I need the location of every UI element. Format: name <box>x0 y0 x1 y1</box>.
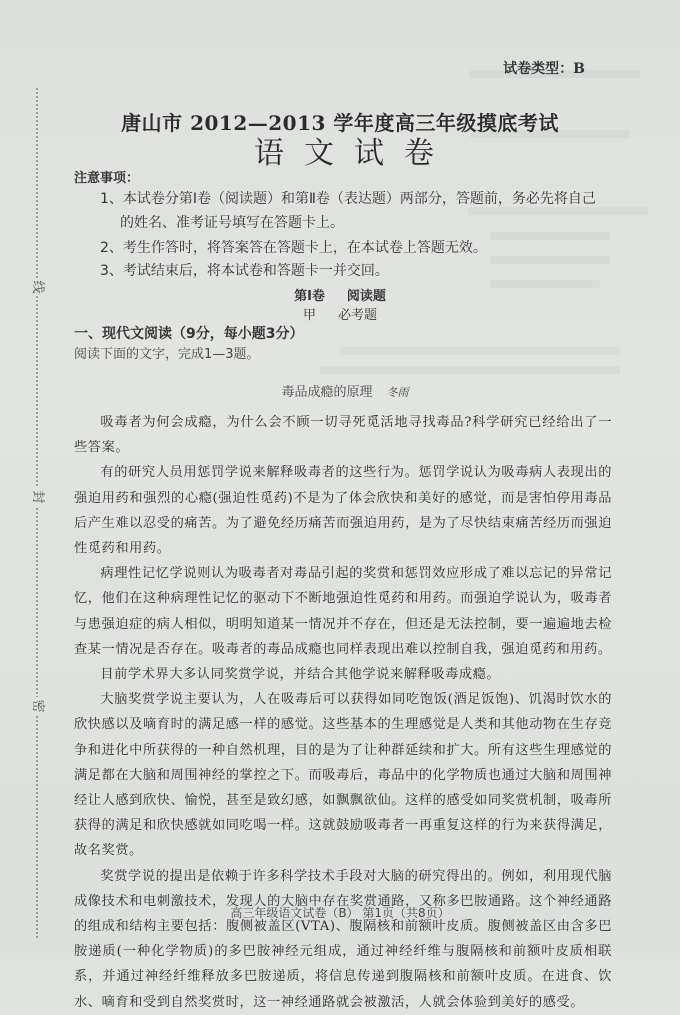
question-instruction: 阅读下面的文字，完成1—3题。 <box>74 347 260 362</box>
question-heading: 一、现代文阅读（9分，每小题3分） <box>74 326 304 342</box>
article-paragraph: 目前学术界大多认同奖赏学说，并结合其他学说来解释吸毒成瘾。 <box>100 667 501 683</box>
bleed-through <box>340 347 620 355</box>
article-title <box>0 381 680 400</box>
article-paragraph: 病理性记忆学说则认为吸毒者对毒品引起的奖赏和惩罚效应形成了难以忘记的异常记忆，他们在这种病理性记忆的驱动下不断地强迫性觅药和用药。而强迫学说认为，吸毒者与患强迫症的病人相似，明明知道某一情况并不存在，但还是无法控制，要一遍遍地去检查某一情况是否存在。吸毒者的毒品成瘾也同样表现出难以控制自我，强迫觅药和用药。 <box>74 566 612 657</box>
article-paragraph: 有的研究人员用惩罚学说来解释吸毒者的这些行为。惩罚学说认为吸毒病人表现出的强迫用药和强烈的心瘾(强迫性觅药)不是为了体会欣快和美好的感觉，而是害怕停用毒品后产生难以忍受的痛苦。为了避免经历痛苦而强迫用药，是为了尽快结束痛苦经历而强迫性觅药和用药。 <box>74 465 612 557</box>
page-footer: 高三年级语文试卷（B） 第1页（共8页） <box>230 906 450 920</box>
article-paragraph: 吸毒者为何会成瘾，为什么会不顾一切寻死觅活地寻找毒品?科学研究已经给出了一些答案。 <box>74 415 612 456</box>
binding-char-secret: 密 <box>28 697 46 715</box>
article-author: 冬雨 <box>386 386 409 399</box>
volume-number: 第Ⅰ卷 <box>294 289 325 304</box>
note-item-2 <box>100 236 620 260</box>
note-text: 2、考生作答时，将答案答在答题卡上，在本试卷上答题无效。 <box>100 240 487 256</box>
volume-name: 阅读题 <box>346 289 386 304</box>
article-body <box>74 410 612 1015</box>
note-text: 3、考试结束后，将本试卷和答题卡一并交回。 <box>100 263 389 279</box>
article-title-text: 毒品成瘾的原理 <box>281 385 373 400</box>
exam-title: 唐山市 2012—2013 学年度高三年级摸底考试 <box>121 111 559 135</box>
article-paragraph: 奖赏学说的提出是依赖于许多科学技术手段对大脑的研究得出的。例如，利用现代脑成像技术和电刺激技术，发现人的大脑中存在奖赏通路，又称多巴胺通路。这个神经通路的组成和结构主要包括：腹侧被盖区(VTA)、腹隔核和前额叶皮质。腹侧被盖区由含多巴胺递质(一种化学物质)的多巴胺神经元组成，通过神经纤维与腹隔核和前额叶皮质相联系，并通过神经纤维释放多巴胺递质，将信息传递到腹隔核和前额叶皮质。在进食、饮水、嘀育和受到自然奖赏时，这一神经通路就会被激活，人就会体验到美好的感受。 <box>74 868 612 1010</box>
part-heading <box>0 304 680 323</box>
volume-heading <box>0 285 680 304</box>
binding-line <box>36 88 38 938</box>
bleed-through <box>320 366 620 374</box>
part-name: 必考题 <box>338 308 378 323</box>
article-paragraph: 大脑奖赏学说主要认为，人在吸毒后可以获得如同吃饱饭(酒足饭饱)、饥渴时饮水的欣快感以及嘀育时的满足感一样的感觉。这些基本的生理感觉是人类和其他动物在生存竞争和进化中所获得的一种自然机理，目的是为了让种群延续和扩大。所有这些生理感觉的满足都在大脑和周围神经的掌控之下。而吸毒后，毒品中的化学物质也通过大脑和周围神经让人感到欣快、愉悦，甚至是致幻感，如飘飘欲仙。这样的感受如同奖赏机制，吸毒所获得的满足和欣快感就如同吃喝一样。这就鼓励吸毒者一再重复这样的行为来获得满足，故名奖赏。 <box>74 692 612 859</box>
note-item-1 <box>100 187 620 235</box>
notes-heading: 注意事项： <box>74 171 140 186</box>
note-item-3 <box>100 259 620 283</box>
subject-title: 语文试卷 <box>254 136 454 171</box>
binding-char-line: 线 <box>28 278 46 296</box>
paper-type-label: 试卷类型：B <box>503 61 585 77</box>
binding-char-seal: 封 <box>28 488 46 506</box>
note-text: 1、本试卷分第Ⅰ卷（阅读题）和第Ⅱ卷（表达题）两部分，答题前，务必先将自己 <box>100 191 596 207</box>
note-text-continued: 的姓名、准考证号填写在答题卡上。 <box>120 215 344 231</box>
part-label: 甲 <box>302 308 316 323</box>
